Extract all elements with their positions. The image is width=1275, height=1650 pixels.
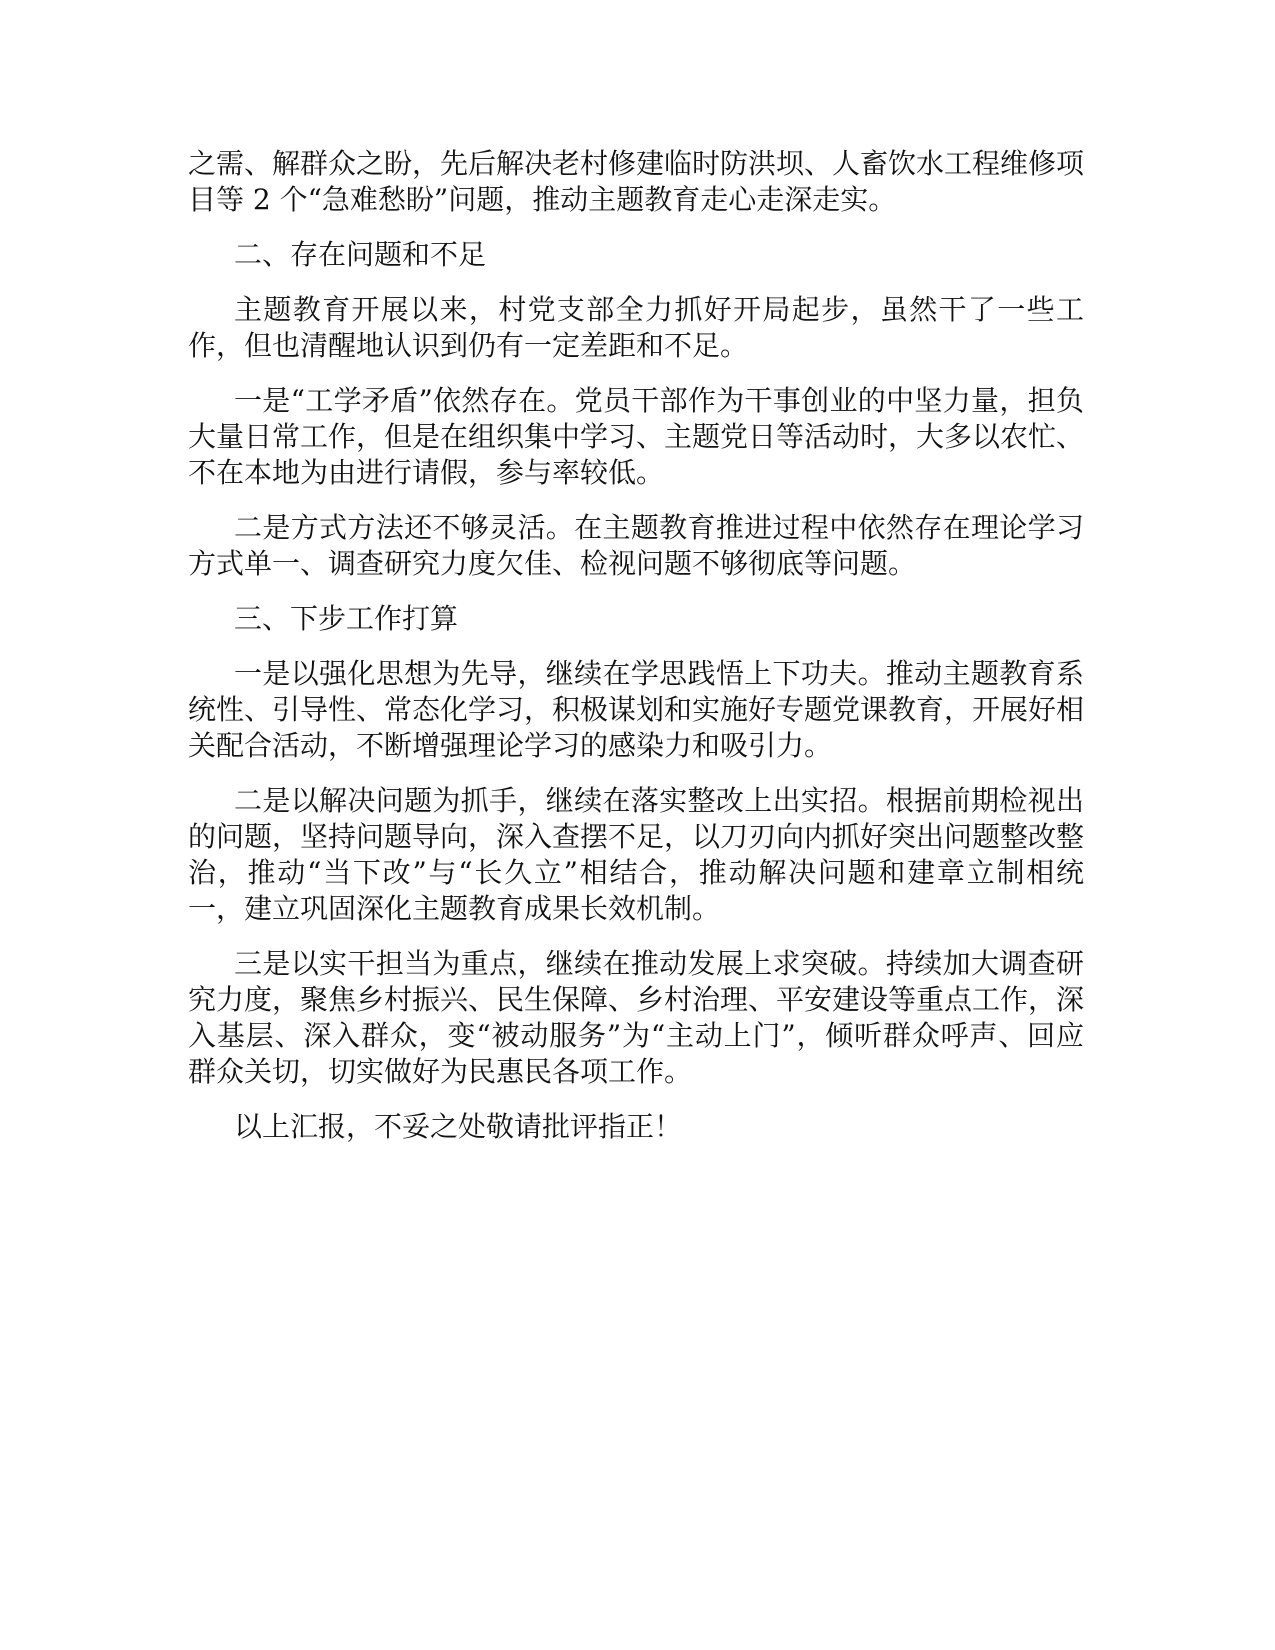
paragraph-plan-2: 二是以解决问题为抓手，继续在落实整改上出实招。根据前期检视出的问题，坚持问题导向，深入查摆不足，以刀刃向内抓好突出问题整改整治，推动“当下改”与“长久立”相结合，推动解决问题和建章立制相统一，建立巩固深化主题教育成果长效机制。 [188,784,1085,925]
paragraph-plan-1: 一是以强化思想为先导，继续在学思践悟上下功夫。推动主题教育系统性、引导性、常态化学习，积极谋划和实施好专题党课教育，开展好相关配合活动，不断增强理论学习的感染力和吸引力。 [188,657,1085,762]
paragraph-plan-3: 三是以实干担当为重点，继续在推动发展上求突破。持续加大调查研究力度，聚焦乡村振兴、民生保障、乡村治理、平安建设等重点工作，深入基层、深入群众，变“被动服务”为“主动上门”，倾听群众呼声、回应群众关切，切实做好为民惠民各项工作。 [188,947,1085,1088]
document-body [188,146,1084,1164]
section-heading-next-steps: 三、下步工作打算 [234,602,459,635]
paragraph-closing: 以上汇报，不妥之处敬请批评指正！ [234,1110,683,1143]
paragraph-problem-2: 二是方式方法还不够灵活。在主题教育推进过程中依然存在理论学习方式单一、调查研究力度欠佳、检视问题不够彻底等问题。 [188,511,1084,580]
continued-paragraph: 之需、解群众之盼，先后解决老村修建临时防洪坝、人畜饮水工程维修项目等 2 个“急难愁盼”问题，推动主题教育走心走深走实。 [188,147,1085,216]
section-heading-problems: 二、存在问题和不足 [234,238,487,271]
paragraph-overview: 主题教育开展以来，村党支部全力抓好开局起步，虽然干了一些工作，但也清醒地认识到仍有一定差距和不足。 [188,293,1084,362]
paragraph-problem-1: 一是“工学矛盾”依然存在。党员干部作为干事创业的中坚力量，担负大量日常工作，但是在组织集中学习、主题党日等活动时，大多以农忙、不在本地为由进行请假，参与率较低。 [188,384,1085,489]
